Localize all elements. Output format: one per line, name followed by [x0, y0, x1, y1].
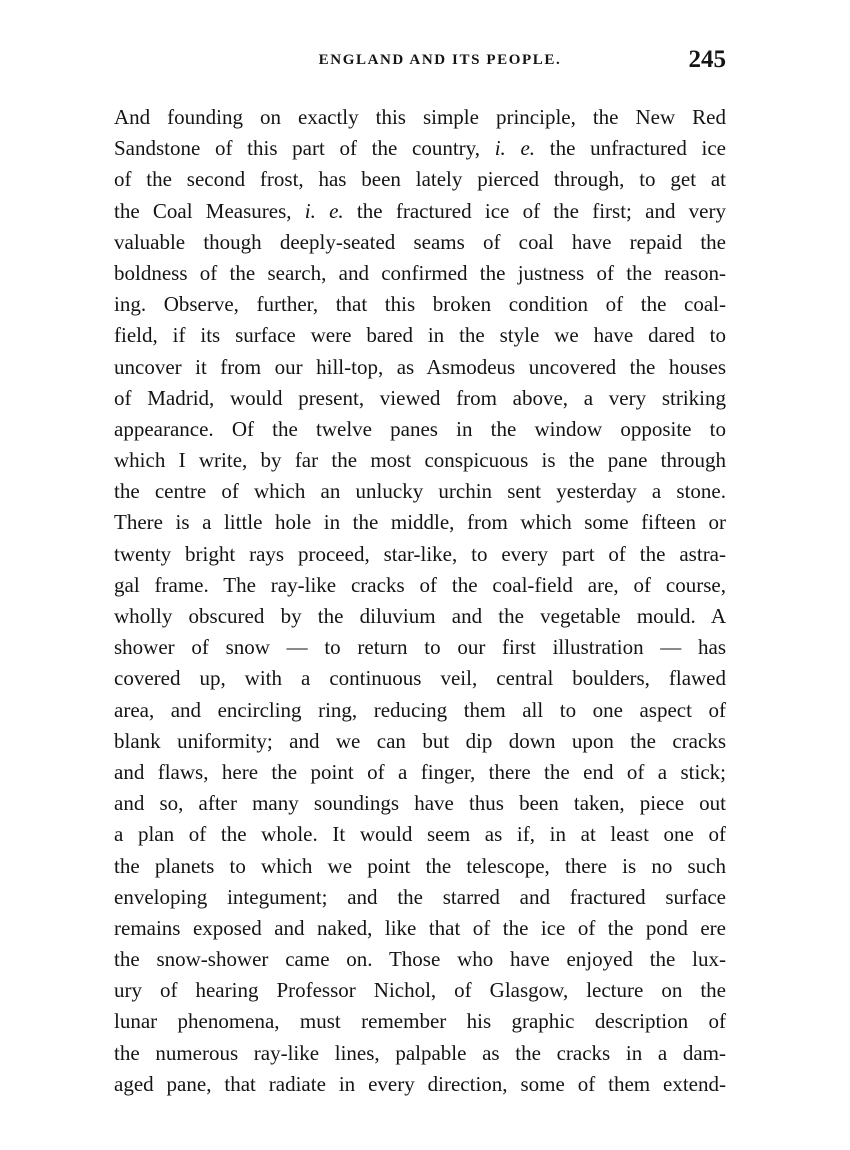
- text-line: of the second frost, has been lately pierced through, to get at: [114, 167, 726, 192]
- text-line: And founding on exactly this simple principle, the New Red: [114, 105, 726, 129]
- body-text: [114, 102, 726, 1100]
- running-title: ENGLAND AND ITS PEOPLE.: [318, 52, 562, 68]
- running-head: [114, 46, 726, 74]
- text-line: the centre of which an unlucky urchin sent yesterday a stone.: [114, 479, 726, 504]
- text-line: the snow-shower came on. Those who have enjoyed the lux-: [114, 947, 726, 972]
- text-line: of Madrid, would present, viewed from above, a very striking: [114, 385, 726, 410]
- text-line: a plan of the whole. It would seem as if, in at least one of: [114, 822, 726, 847]
- text-line: the Coal Measures, i. e. the fractured ice of the first; and very: [114, 198, 726, 223]
- text-line: aged pane, that radiate in every direction, some of them extend-: [114, 1071, 726, 1096]
- text-line: boldness of the search, and confirmed the justness of the reason-: [114, 260, 726, 285]
- text-line: the numerous ray-like lines, palpable as the cracks in a dam-: [114, 1040, 726, 1065]
- text-line: ury of hearing Professor Nichol, of Glasgow, lecture on the: [114, 978, 726, 1003]
- text-line: lunar phenomena, must remember his graphic description of: [114, 1009, 726, 1034]
- text-line: ing. Observe, further, that this broken condition of the coal-: [114, 292, 726, 317]
- text-line: covered up, with a continuous veil, central boulders, flawed: [114, 666, 726, 691]
- text-line: There is a little hole in the middle, from which some fifteen or: [114, 510, 726, 535]
- text-line: enveloping integument; and the starred and fractured surface: [114, 884, 726, 909]
- text-line: Sandstone of this part of the country, i. e. the unfractured ice: [114, 136, 726, 161]
- page-number: 245: [688, 46, 726, 73]
- text-line: valuable though deeply-seated seams of coal have repaid the: [114, 229, 726, 254]
- text-line: remains exposed and naked, like that of the ice of the pond ere: [114, 915, 726, 940]
- text-line: appearance. Of the twelve panes in the window opposite to: [114, 416, 726, 441]
- text-line: area, and encircling ring, reducing them all to one aspect of: [114, 697, 726, 722]
- text-line: shower of snow — to return to our first illustration — has: [114, 635, 726, 660]
- text-line: gal frame. The ray-like cracks of the coal-field are, of course,: [114, 572, 726, 597]
- text-line: which I write, by far the most conspicuous is the pane through: [114, 448, 726, 473]
- text-line: and flaws, here the point of a finger, there the end of a stick;: [114, 759, 726, 784]
- text-line: twenty bright rays proceed, star-like, to every part of the astra-: [114, 541, 726, 566]
- text-line: wholly obscured by the diluvium and the vegetable mould. A: [114, 604, 726, 628]
- text-line: blank uniformity; and we can but dip down upon the cracks: [114, 728, 726, 753]
- text-line: field, if its surface were bared in the style we have dared to: [114, 323, 726, 348]
- text-line: the planets to which we point the telescope, there is no such: [114, 853, 726, 878]
- text-line: and so, after many soundings have thus been taken, piece out: [114, 791, 726, 816]
- text-line: uncover it from our hill-top, as Asmodeus uncovered the houses: [114, 354, 726, 379]
